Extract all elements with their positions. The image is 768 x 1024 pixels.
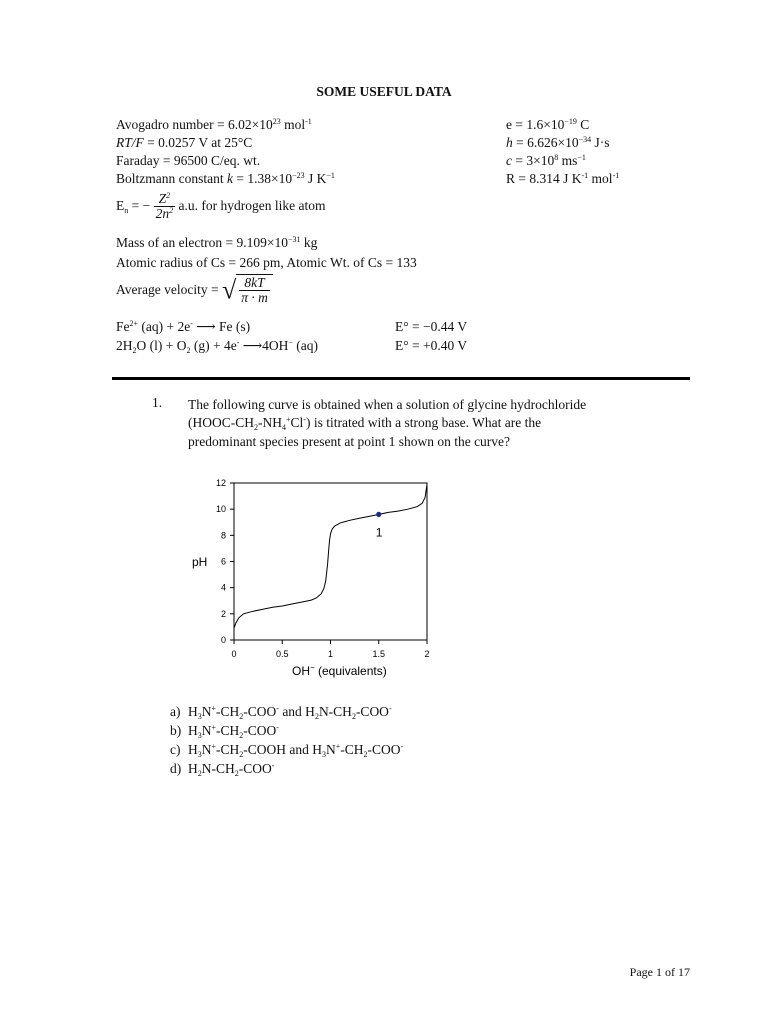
formula-part: + [211, 704, 217, 713]
point-1-marker [376, 512, 381, 517]
formula-part: 2 [234, 769, 239, 778]
formula-part: N-CH [201, 761, 235, 776]
formula-part: - [388, 704, 392, 713]
formula-part: N [201, 723, 212, 738]
reaction-oxygen-potential: E° = +0.40 V [395, 338, 468, 353]
formula-part: H [188, 723, 198, 738]
y-tick-label: 2 [220, 608, 226, 619]
formula-part: -COO [243, 704, 277, 719]
avogadro-number: Avogadro number = $6.02\times 10^{23}$ mol$^{-1}$ [116, 117, 312, 132]
formula-part: + [211, 742, 217, 751]
y-tick-label: 12 [215, 478, 226, 488]
cesium-data: Atomic radius of Cs = 266 pm, Atomic Wt. of Cs = 133 [116, 255, 417, 270]
formula-part: 2 [197, 769, 202, 778]
section-divider [112, 377, 690, 380]
formula-part: -COO [238, 761, 272, 776]
option-b[interactable]: b) $H_3N^+-CH_2-COO^-$ [170, 723, 279, 740]
point-1-label: 1 [375, 525, 383, 540]
y-axis-label: pH [192, 555, 208, 569]
formula-part: - [271, 761, 275, 770]
formula-part: 3 [322, 750, 327, 759]
rt-over-f: RT/F = 0.0257 V at 25°C [116, 135, 253, 150]
formula-part: 3 [197, 712, 202, 721]
formula-part: 2 [351, 712, 356, 721]
formula-part: -CH [340, 742, 364, 757]
energy-formula: $E_n$ = − $\frac{Z^2}{2n^2}$ a.u. for hydrogen like atom [116, 191, 326, 222]
reaction-iron: $Fe^{2+}$ (aq) + 2e- ⟶ Fe (s) [116, 319, 251, 334]
x-tick-label: 0 [231, 649, 237, 659]
square-root: √ $\frac{8kT}{\pi \cdot m}$ [222, 274, 273, 306]
question-number: 1. [152, 395, 163, 410]
plot-frame [234, 483, 427, 640]
formula-part: 3 [197, 731, 202, 740]
formula-part: -COO [243, 723, 277, 738]
x-axis-label: OH− (equivalents) [292, 663, 387, 678]
question-line-1: The following curve is obtained when a solution of glycine hydrochloride [188, 397, 587, 412]
formula-part: and H [278, 704, 315, 719]
formula-part: N [201, 704, 212, 719]
formula-part: 2 [239, 712, 244, 721]
y-tick-label: 4 [220, 582, 226, 593]
y-tick-label: 0 [220, 635, 226, 645]
titration-chart [180, 470, 450, 685]
reaction-oxygen: $2H_2O$ $(l) + O_2$ (g) + 4e- ⟶4OH− (aq) [116, 338, 318, 355]
energy-fraction: $\frac{Z^2}{2n^2}$ [155, 191, 174, 222]
boltzmann-constant: Boltzmann constant $k = 1.38\times 10^{-23}$ J $K^{-1}$ [116, 171, 335, 186]
y-tick-label: 6 [220, 556, 226, 567]
formula-part: H [188, 704, 198, 719]
page-title: SOME USEFUL DATA [316, 84, 452, 99]
formula-part: -COOH and H [243, 742, 323, 757]
formula-part: 2 [363, 750, 368, 759]
formula-part: N [201, 742, 212, 757]
formula-part: + [335, 742, 341, 751]
question-line-3: predominant species present at point 1 shown on the curve? [188, 434, 511, 449]
formula-part: 3 [197, 750, 202, 759]
formula-part: -CH [216, 723, 240, 738]
x-tick-label: 1 [327, 649, 334, 659]
formula-part: -CH [216, 742, 240, 757]
formula-part: N [326, 742, 336, 757]
formula-part: -CH [216, 704, 240, 719]
x-tick-label: 0.5 [275, 649, 289, 659]
formula-part: H [188, 742, 198, 757]
electron-charge: $e = 1.6\times 10^{-19}$ C [506, 117, 590, 132]
question-line-2: $(HOOC-CH_2-NH_4^+Cl^-)$ is titrated with a strong base. What are the [188, 415, 542, 432]
option-a[interactable]: a) $H_3N^+-CH_2-COO^-$ and $H_2N-CH_2-COO^-$ [170, 704, 392, 721]
planck-constant: $h = 6.626\times 10^{-34}$ J·s [506, 135, 610, 150]
formula-part: - [276, 723, 279, 732]
formula-part: - [400, 742, 404, 751]
x-tick-label: 2 [424, 649, 430, 659]
page-number: Page 1 of 17 [629, 965, 690, 979]
speed-of-light: $c = 3\times 10^8$ $ms^{-1}$ [506, 153, 586, 168]
y-tick-label: 10 [215, 504, 226, 515]
formula-part: 2 [239, 750, 244, 759]
reaction-iron-potential: E° = −0.44 V [395, 319, 468, 334]
formula-part: - [276, 704, 279, 713]
option-d[interactable]: d) $H_2N-CH_2-COO^-$ [170, 761, 275, 778]
formula-part: 2 [239, 731, 244, 740]
formula-part: -COO [367, 742, 401, 757]
faraday-constant: Faraday = 96500 C/eq. wt. [116, 153, 261, 168]
average-velocity-formula: Average velocity = √ $\frac{8kT}{\pi \cdot m}$ [116, 274, 273, 306]
formula-part: 2 [314, 712, 319, 721]
formula-part: H [188, 761, 198, 776]
formula-part: N-CH [318, 704, 352, 719]
electron-mass: Mass of an electron = $9.109\times 10^{-31}$ kg [116, 235, 318, 250]
x-tick-label: 1.5 [372, 649, 386, 659]
formula-part: -COO [355, 704, 389, 719]
option-c[interactable]: c) $H_3N^+-CH_2$-COOH and $H_3N^+-CH_2-COO^-$ [170, 742, 404, 759]
formula-part: + [211, 723, 217, 732]
gas-constant: R = 8.314 J $K^{-1}$ mol$^{-1}$ [506, 171, 620, 186]
y-tick-label: 8 [220, 530, 226, 541]
